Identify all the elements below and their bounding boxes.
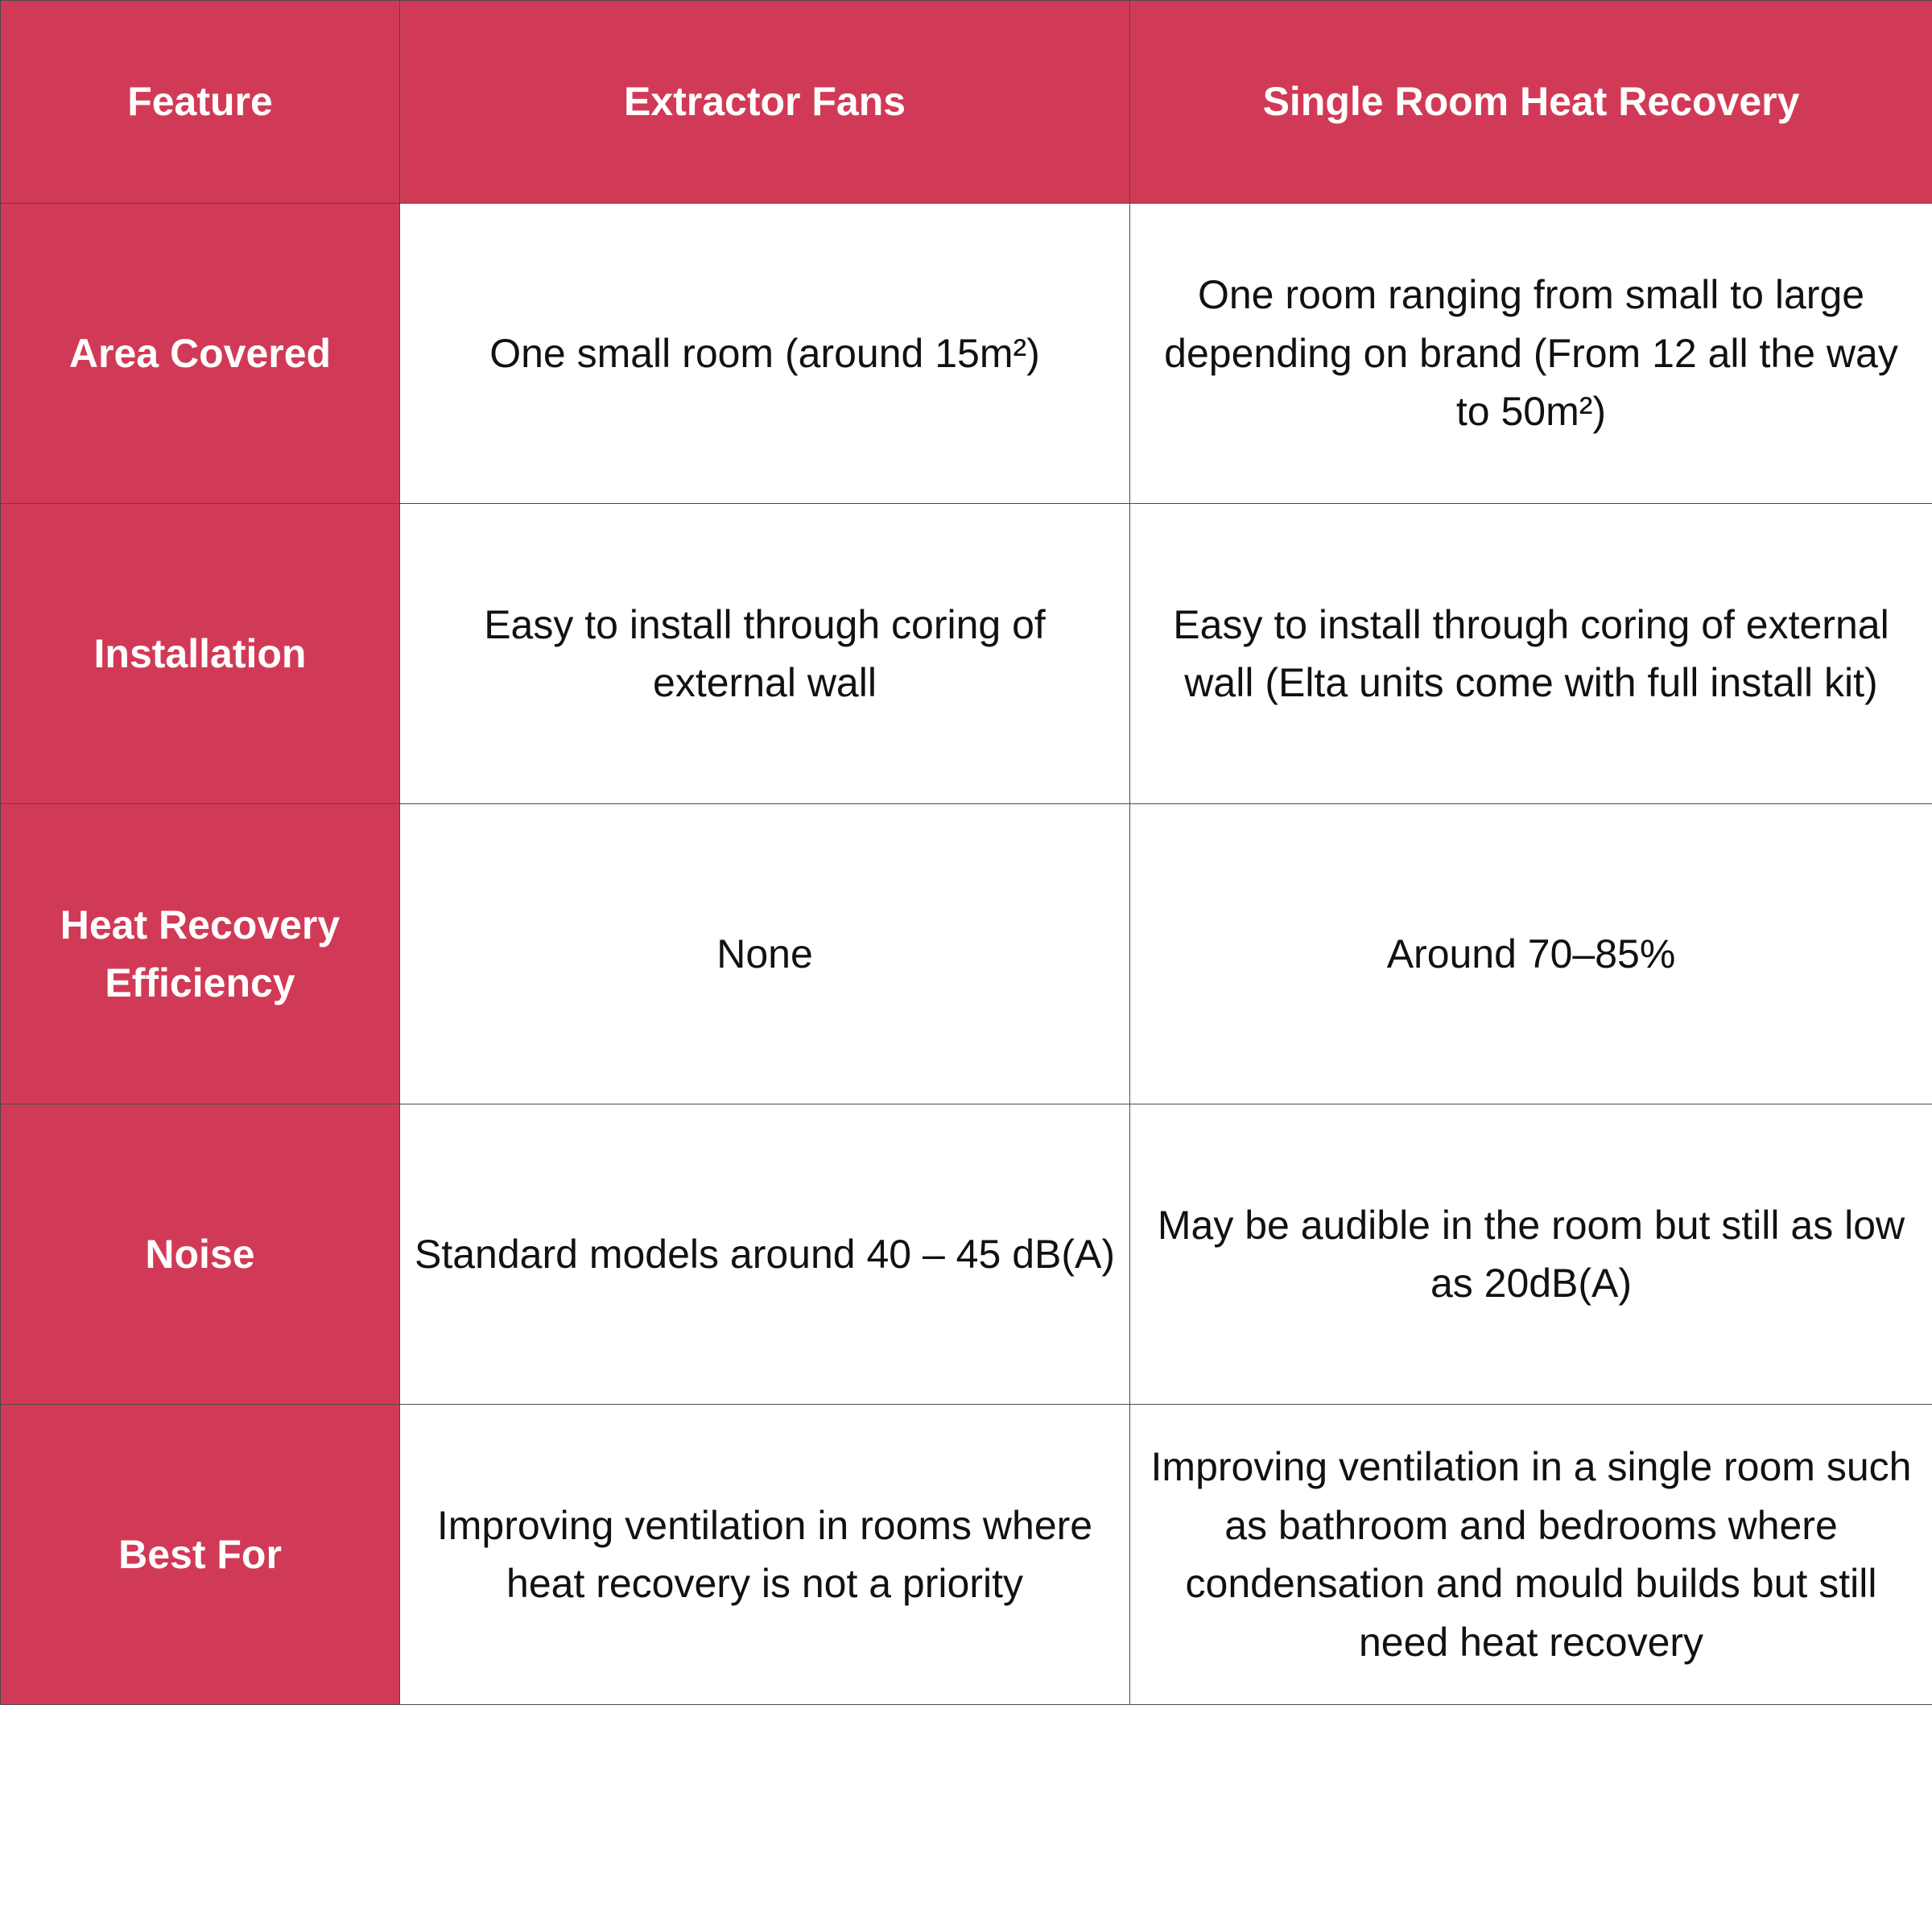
- cell-single-room-heat-recovery: May be audible in the room but still as low as 20dB(A): [1130, 1104, 1932, 1405]
- table-row: [1, 1405, 1932, 1705]
- cell-single-room-heat-recovery: Around 70–85%: [1130, 804, 1932, 1104]
- table-header-row: [1, 1, 1932, 204]
- cell-extractor-fans: Improving ventilation in rooms where heat recovery is not a priority: [400, 1405, 1130, 1705]
- column-header-single-room-heat-recovery: Single Room Heat Recovery: [1130, 1, 1932, 204]
- row-label-noise: Noise: [1, 1104, 400, 1405]
- row-label-installation: Installation: [1, 504, 400, 804]
- cell-extractor-fans: One small room (around 15m²): [400, 204, 1130, 504]
- row-label-best-for: Best For: [1, 1405, 400, 1705]
- cell-single-room-heat-recovery: Improving ventilation in a single room such as bathroom and bedrooms where condensation and mould builds but still need heat recovery: [1130, 1405, 1932, 1705]
- cell-extractor-fans: Standard models around 40 – 45 dB(A): [400, 1104, 1130, 1405]
- table-row: [1, 804, 1932, 1104]
- cell-extractor-fans: None: [400, 804, 1130, 1104]
- row-label-area-covered: Area Covered: [1, 204, 400, 504]
- table-row: [1, 1104, 1932, 1405]
- table-row: [1, 504, 1932, 804]
- column-header-feature: Feature: [1, 1, 400, 204]
- cell-single-room-heat-recovery: One room ranging from small to large depending on brand (From 12 all the way to 50m²): [1130, 204, 1932, 504]
- column-header-extractor-fans: Extractor Fans: [400, 1, 1130, 204]
- row-label-heat-recovery-efficiency: Heat Recovery Efficiency: [1, 804, 400, 1104]
- cell-extractor-fans: Easy to install through coring of external wall: [400, 504, 1130, 804]
- cell-single-room-heat-recovery: Easy to install through coring of external wall (Elta units come with full install kit): [1130, 504, 1932, 804]
- table-row: [1, 204, 1932, 504]
